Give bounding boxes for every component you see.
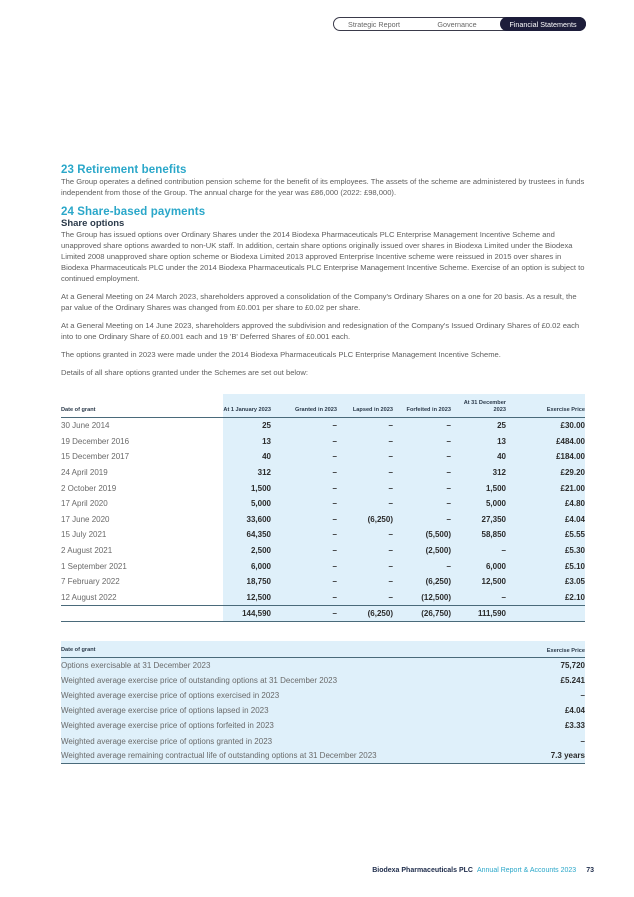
value-cell: 64,350 xyxy=(246,530,271,540)
label-cell: Options exercisable at 31 December 2023 xyxy=(61,661,211,671)
value-cell: 5,000 xyxy=(250,499,271,509)
value-cell: 12,500 xyxy=(481,577,506,587)
value-cell: £30.00 xyxy=(560,421,585,431)
share-options-table xyxy=(61,394,585,622)
date-of-grant-cell: 7 February 2022 xyxy=(61,577,120,587)
value-cell: 75,720 xyxy=(560,661,585,671)
subheading: Share options xyxy=(61,218,125,229)
value-cell: – xyxy=(446,468,451,478)
header-cell: At 1 January 2023 xyxy=(223,407,271,413)
date-of-grant-cell: 30 June 2014 xyxy=(61,421,110,431)
value-cell: 58,850 xyxy=(481,530,506,540)
value-cell: – xyxy=(332,436,337,446)
date-of-grant-cell: 1 September 2021 xyxy=(61,561,127,571)
value-cell: – xyxy=(446,514,451,524)
value-cell: (6,250) xyxy=(425,577,451,587)
value-cell: – xyxy=(332,530,337,540)
table-total-row xyxy=(61,605,585,622)
date-of-grant-cell: 17 April 2020 xyxy=(61,499,108,509)
value-cell: £484.00 xyxy=(556,436,585,446)
value-cell: 13 xyxy=(497,436,506,446)
table-row xyxy=(61,703,585,718)
value-cell: – xyxy=(332,514,337,524)
header-cell: Exercise Price xyxy=(546,648,585,654)
value-cell: – xyxy=(388,421,393,431)
value-cell: – xyxy=(388,483,393,493)
value-cell: £5.10 xyxy=(564,561,585,571)
table-row xyxy=(61,590,585,606)
value-cell: – xyxy=(388,530,393,540)
footer-report-title: Annual Report & Accounts 2023 xyxy=(476,867,577,874)
value-cell: £184.00 xyxy=(556,452,585,462)
value-cell: 25 xyxy=(497,421,506,431)
section-nav xyxy=(333,17,586,31)
value-cell: – xyxy=(446,483,451,493)
table-row xyxy=(61,718,585,733)
table-row xyxy=(61,688,585,703)
value-cell: – xyxy=(446,499,451,509)
value-cell: – xyxy=(332,561,337,571)
value-cell: – xyxy=(332,577,337,587)
header-cell: Granted in 2023 xyxy=(295,407,337,413)
table-row xyxy=(61,543,585,559)
value-cell: 312 xyxy=(492,468,506,478)
value-cell: 1,500 xyxy=(250,483,271,493)
value-cell: – xyxy=(332,546,337,556)
value-cell: – xyxy=(332,468,337,478)
value-cell: £3.05 xyxy=(564,577,585,587)
cell: – xyxy=(332,609,337,619)
footer-company: Biodexa Pharmaceuticals PLC xyxy=(372,867,473,874)
table-row xyxy=(61,733,585,748)
value-cell: (5,500) xyxy=(425,530,451,540)
value-cell: – xyxy=(332,499,337,509)
table-row xyxy=(61,749,585,764)
value-cell: £4.80 xyxy=(564,499,585,509)
paragraph: The Group has issued options over Ordinary Shares under the 2014 Biodexa Pharmaceuticals PLC Enterprise Management Incentive Scheme and unapproved share options awarded to non-UK staff. In addition, certain share options originally issued over shares in Biodexa Limited under the Biodexa Limited 2008 unapproved share option scheme or Biodexa Limited 2013 approved Enterprise Incentive scheme were reissued in 2015 over shares in Biodexa Pharmaceuticals PLC under the 2014 Biodexa Pharmaceuticals PLC Enterprise Management Incentive Scheme. Exercise of an option is subject to continued employment. xyxy=(61,230,585,283)
value-cell: 18,750 xyxy=(246,577,271,587)
label-cell: Weighted average exercise price of outstanding options at 31 December 2023 xyxy=(61,676,338,686)
label-cell: Weighted average exercise price of options lapsed in 2023 xyxy=(61,706,269,716)
value-cell: – xyxy=(388,436,393,446)
value-cell: 6,000 xyxy=(250,561,271,571)
value-cell: (2,500) xyxy=(425,546,451,556)
date-of-grant-cell: 19 December 2016 xyxy=(61,436,130,446)
value-cell: – xyxy=(580,691,585,701)
value-cell: 2,500 xyxy=(250,546,271,556)
date-of-grant-cell: 12 August 2022 xyxy=(61,592,117,602)
paragraph: At a General Meeting on 14 June 2023, shareholders approved the subdivision and redesignation of the Company's Issued Ordinary Shares of £0.02 each into to one Ordinary Share of £0.001 each and 19 'B' Deferred Shares of £0.001 each. xyxy=(61,321,580,341)
nav-financial-statements[interactable]: Financial Statements xyxy=(500,17,586,31)
value-cell: – xyxy=(388,452,393,462)
value-cell: – xyxy=(332,421,337,431)
table-row xyxy=(61,558,585,574)
page-number: 73 xyxy=(586,867,594,874)
section-heading: 24 Share-based payments xyxy=(61,206,206,218)
value-cell: 7.3 years xyxy=(550,751,585,761)
table-row xyxy=(61,673,585,688)
value-cell: 5,000 xyxy=(485,499,506,509)
value-cell: 40 xyxy=(497,452,506,462)
value-cell: 6,000 xyxy=(485,561,506,571)
date-of-grant-cell: 17 June 2020 xyxy=(61,514,110,524)
value-cell: £5.241 xyxy=(560,676,585,686)
date-of-grant-cell: 2 August 2021 xyxy=(61,546,113,556)
value-cell: £4.04 xyxy=(564,514,585,524)
value-cell: – xyxy=(332,452,337,462)
value-cell: – xyxy=(446,436,451,446)
value-cell: 27,350 xyxy=(481,514,506,524)
value-cell: 312 xyxy=(257,468,271,478)
cell: (6,250) xyxy=(367,609,393,619)
table-row xyxy=(61,496,585,512)
table-row xyxy=(61,658,585,673)
nav-governance[interactable]: Governance xyxy=(437,19,477,29)
paragraph: At a General Meeting on 24 March 2023, shareholders approved a consolidation of the Company's Ordinary Shares on a one for 20 basis. As a result, the par value of the Ordinary Shares was changed from £0.001 per share to £0.02 per share. xyxy=(61,292,577,312)
value-cell: – xyxy=(446,421,451,431)
date-of-grant-cell: 15 December 2017 xyxy=(61,452,130,462)
value-cell: – xyxy=(388,561,393,571)
value-cell: – xyxy=(388,499,393,509)
value-cell: £29.20 xyxy=(560,468,585,478)
value-cell: – xyxy=(332,483,337,493)
value-cell: £5.55 xyxy=(564,530,585,540)
label-cell: Weighted average exercise price of options forfeited in 2023 xyxy=(61,721,274,731)
table-header-row xyxy=(61,641,585,658)
section-retirement-benefits xyxy=(61,164,585,198)
value-cell: 40 xyxy=(262,452,271,462)
value-cell: – xyxy=(332,592,337,602)
paragraph: Details of all share options granted under the Schemes are set out below: xyxy=(61,368,308,377)
label-cell: Weighted average remaining contractual life of outstanding options at 31 December 2023 xyxy=(61,751,377,761)
cell: 111,590 xyxy=(477,609,506,619)
value-cell: £3.33 xyxy=(564,721,585,731)
value-cell: – xyxy=(580,736,585,746)
table-row xyxy=(61,480,585,496)
cell: (26,750) xyxy=(421,609,451,619)
value-cell: – xyxy=(388,468,393,478)
value-cell: (6,250) xyxy=(367,514,393,524)
table-row xyxy=(61,449,585,465)
date-of-grant-cell: 24 April 2019 xyxy=(61,468,108,478)
value-cell: £5.30 xyxy=(564,546,585,556)
header-cell: Exercise Price xyxy=(546,407,585,413)
label-cell: Weighted average exercise price of options granted in 2023 xyxy=(61,736,273,746)
header-cell: Date of grant xyxy=(61,647,96,653)
cell: 144,590 xyxy=(242,609,271,619)
date-of-grant-cell: 15 July 2021 xyxy=(61,530,107,540)
value-cell: 25 xyxy=(262,421,271,431)
value-cell: – xyxy=(388,546,393,556)
value-cell: 13 xyxy=(262,436,271,446)
value-cell: – xyxy=(388,577,393,587)
value-cell: 33,600 xyxy=(246,514,271,524)
value-cell: 12,500 xyxy=(246,592,271,602)
value-cell: 1,500 xyxy=(485,483,506,493)
value-cell: (12,500) xyxy=(421,592,451,602)
value-cell: – xyxy=(501,546,506,556)
paragraph: The options granted in 2023 were made under the 2014 Biodexa Pharmaceuticals PLC Enterprise Management Incentive Scheme. xyxy=(61,350,501,359)
header-cell: Date of grant xyxy=(61,407,96,413)
table-row xyxy=(61,527,585,543)
nav-strategic-report[interactable]: Strategic Report xyxy=(348,19,400,29)
value-cell: £4.04 xyxy=(564,706,585,716)
paragraph: The Group operates a defined contribution pension scheme for the benefit of its employees. The assets of the scheme are administered by trustees in funds independent from those of the Group. The annual charge for the year was £86,000 (2022: £98,000). xyxy=(61,177,585,197)
value-cell: – xyxy=(501,592,506,602)
page-footer xyxy=(372,867,594,874)
value-cell: – xyxy=(446,452,451,462)
value-cell: – xyxy=(388,592,393,602)
value-cell: £2.10 xyxy=(564,592,585,602)
header-cell: Forfeited in 2023 xyxy=(406,407,451,413)
table-row xyxy=(61,418,585,434)
date-of-grant-cell: 2 October 2019 xyxy=(61,483,117,493)
section-share-based-payments xyxy=(61,206,585,378)
table-row xyxy=(61,465,585,481)
section-heading: 23 Retirement benefits xyxy=(61,164,187,176)
label-cell: Weighted average exercise price of options exercised in 2023 xyxy=(61,691,280,701)
table-header-row xyxy=(61,394,585,418)
header-cell: At 31 December 2023 xyxy=(463,400,506,413)
value-cell: £21.00 xyxy=(560,483,585,493)
value-cell: – xyxy=(446,561,451,571)
table-row xyxy=(61,434,585,450)
header-cell: Lapsed in 2023 xyxy=(352,407,393,413)
table-row xyxy=(61,512,585,528)
options-summary-table xyxy=(61,641,585,764)
table-row xyxy=(61,574,585,590)
